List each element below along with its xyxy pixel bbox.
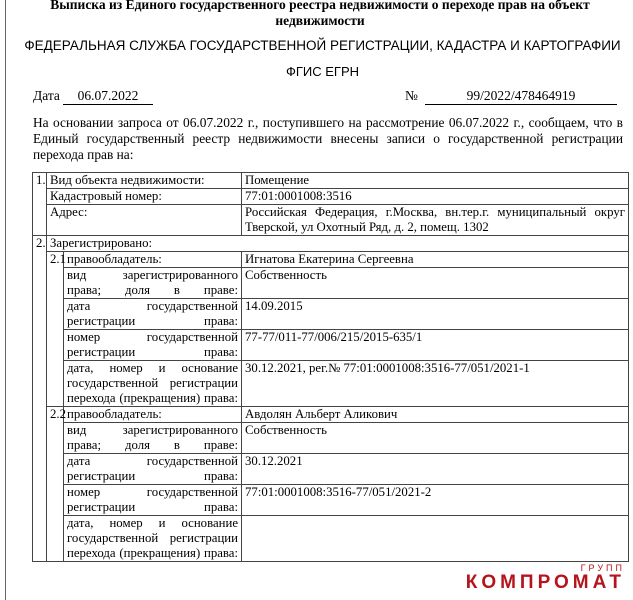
table-row (33, 173, 629, 189)
intro-paragraph: На основании запроса от 06.07.2022 г., поступившего на рассмотрение 06.07.2022 г., сообщаем, что в Единый государственный реестр недвижимости внесены записи о государственной регистрации перехода прав на: (33, 115, 623, 162)
registry-table (32, 172, 629, 562)
watermark-small-text: ГРУПП (580, 563, 625, 573)
table-row (33, 407, 629, 423)
system-name: ФГИС ЕГРН (285, 64, 360, 79)
registration-date-label: дата государственной регистрации права: (64, 299, 242, 330)
registration-number-value: 77:01:0001008:3516-77/051/2021-2 (242, 485, 629, 516)
right-type-label: вид зарегистрированного права; доля в праве: (64, 423, 242, 454)
registration-date-value: 14.09.2015 (242, 299, 629, 330)
table-row (33, 454, 629, 485)
entry-number: 2.2 (47, 407, 64, 562)
right-type-value: Собственность (242, 268, 629, 299)
date-value: 06.07.2022 (63, 88, 153, 105)
registration-date-label: дата государственной регистрации права: (64, 454, 242, 485)
address-label: Адрес: (47, 205, 242, 236)
holder-value: Игнатова Екатерина Сергеевна (242, 252, 629, 268)
object-type-label: Вид объекта недвижимости: (47, 173, 242, 189)
registration-number-label: номер государственной регистрации права: (64, 485, 242, 516)
table-row (33, 423, 629, 454)
agency-name: ФЕДЕРАЛЬНАЯ СЛУЖБА ГОСУДАРСТВЕННОЙ РЕГИСТРАЦИИ, КАДАСТРА И КАРТОГРАФИИ (24, 38, 621, 53)
section-number: 1. (33, 173, 47, 236)
right-type-label: вид зарегистрированного права; доля в праве: (64, 268, 242, 299)
entry-number: 2.1 (47, 252, 64, 407)
page-edge-divider (0, 0, 6, 600)
cadastral-number-value: 77:01:0001008:3516 (242, 189, 629, 205)
section-number: 2. (33, 236, 47, 562)
table-row (33, 268, 629, 299)
table-row (33, 516, 629, 562)
table-row (33, 236, 629, 252)
registration-date-value: 30.12.2021 (242, 454, 629, 485)
object-type-value: Помещение (242, 173, 629, 189)
cadastral-number-label: Кадастровый номер: (47, 189, 242, 205)
termination-value (242, 516, 629, 562)
registration-number-value: 77-77/011-77/006/215/2015-635/1 (242, 330, 629, 361)
right-type-value: Собственность (242, 423, 629, 454)
document-title: Выписка из Единого государственного реестра недвижимости о переходе прав на объект недвижимости (50, 0, 590, 28)
termination-value: 30.12.2021, рег.№ 77:01:0001008:3516-77/051/2021-1 (242, 361, 629, 407)
termination-label: дата, номер и основание государственной регистрации перехода (прекращения) права: (64, 361, 242, 407)
registered-label: Зарегистрировано: (47, 236, 629, 252)
date-label: Дата (33, 88, 60, 103)
termination-label: дата, номер и основание государственной регистрации перехода (прекращения) права: (64, 516, 242, 562)
number-value: 99/2022/478464919 (425, 88, 617, 105)
table-row (33, 299, 629, 330)
address-value: Российская Федерация, г.Москва, вн.тер.г. муниципальный округ Тверской, ул Охотный Ряд, д. 2, помещ. 1302 (242, 205, 629, 236)
table-row (33, 189, 629, 205)
holder-label: правообладатель: (64, 407, 242, 423)
holder-value: Авдолян Альберт Аликович (242, 407, 629, 423)
table-row (33, 205, 629, 236)
table-row (33, 485, 629, 516)
number-label: № (405, 88, 418, 103)
holder-label: правообладатель: (64, 252, 242, 268)
date-number-line (33, 88, 613, 106)
table-row (33, 330, 629, 361)
table-row (33, 252, 629, 268)
watermark-main-text: КОМПРОМАТ (465, 572, 625, 593)
table-row (33, 361, 629, 407)
watermark-logo (466, 564, 625, 592)
registration-number-label: номер государственной регистрации права: (64, 330, 242, 361)
